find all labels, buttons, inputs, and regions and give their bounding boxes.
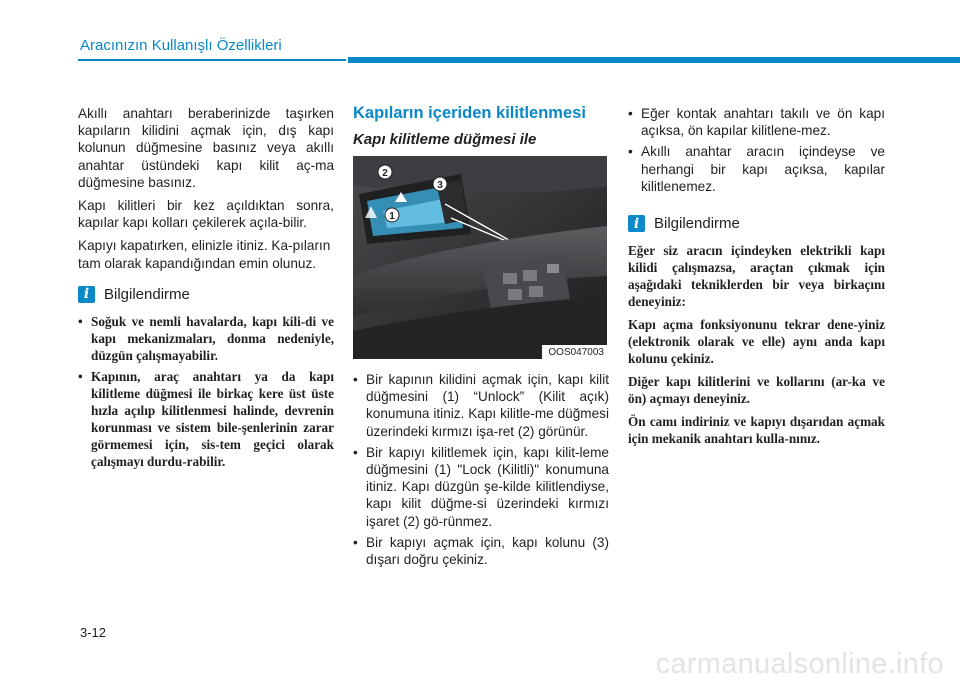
subsection-title: Kapı kilitleme düğmesi ile [353,131,537,148]
info-icon: i [628,215,645,232]
figure-code: OOS047003 [542,345,607,359]
list-item: • Akıllı anahtar aracın içindeyse ve herhangi bir kapı açıksa, kapılar kilitlenemez. [628,144,885,194]
instruction-list [353,371,609,568]
column-right [628,105,885,453]
paragraph: Kapıyı kapatırken, elinizle itiniz. Ka-pıların tam olarak kapandığından emin olunuz. [78,238,331,271]
section-header-title: Aracınızın Kullanışlı Özellikleri [80,37,282,54]
info-paragraph: Eğer siz aracın içindeyken elektrikli kapı kilidi çalışmazsa, araçtan çıkmak için aşağıdaki tekniklerden bir veya birkaçını deneyiniz: [628,243,885,310]
page-number: 3-12 [80,625,107,640]
info-heading [628,215,885,232]
column-left [78,105,334,474]
list-item: • Bir kapının kilidini açmak için, kapı kilit düğmesini (1) “Unlock” (Kilit açık) konumuna itiniz. Kapı kilitle-me düğmesi üzerindeki kırmızı işa-ret (2) görünür. [353,372,609,439]
info-title: Bilgilendirme [104,285,190,303]
info-heading [78,286,334,303]
info-paragraph: Kapı açma fonksiyonunu tekrar dene-yiniz (elektronik olarak ve elle) aynı anda kapı kolunu çekiniz. [628,317,885,367]
info-list-item: • Soğuk ve nemli havalarda, kapı kili-di ve kapı mekanizmaları, donma nedeniyle, düzgün çalışmayabilir. [78,313,334,363]
svg-text:3: 3 [437,180,443,191]
door-lock-figure [353,156,607,359]
svg-text:1: 1 [389,211,395,222]
header-rule-thick [348,57,960,63]
info-title: Bilgilendirme [654,215,740,233]
info-paragraph: Diğer kapı kilitlerini ve kollarını (ar-ka ve ön) açmayı deneyiniz. [628,374,885,407]
list-item: • Bir kapıyı açmak için, kapı kolunu (3) dışarı doğru çekiniz. [353,534,609,568]
info-list-item: • Kapının, araç anahtarı ya da kapı kilitleme düğmesi ile birkaç kere üst üste hızla açılıp kilitlenmesi halinde, devrenin korunması ve sistem bile-şenlerinin zarar görmemesi için, sis-tem geçici olarak çalışmayı durdu-rabilir. [78,368,334,469]
door-panel-illustration [353,156,607,359]
info-icon: i [78,286,95,303]
column-middle [353,105,609,572]
paragraph: Kapı kilitleri bir kez açıldıktan sonra, kapılar kapı kolları çekilerek açıla-bilir. [78,198,334,231]
svg-text:2: 2 [382,168,388,179]
list-item: • Eğer kontak anahtarı takılı ve ön kapı açıksa, ön kapılar kilitlene-mez. [628,106,885,139]
info-list [78,313,334,470]
info-paragraph: Ön camı indiriniz ve kapıyı dışarıdan açmak için mekanik anahtarı kulla-nınız. [628,414,885,447]
header-rule-thin [78,59,346,61]
note-list [628,105,885,195]
paragraph: Akıllı anahtarı beraberinizde taşırken kapıların kilidini açmak için, dış kapı kolunun düğmesine basınız veya akıllı anahtar üstündeki kapı kilit aç-ma düğmesine basınız. [78,106,334,190]
list-item: • Bir kapıyı kilitlemek için, kapı kilit-leme düğmesini (1) "Lock (Kilitli)" konumuna itiniz. Kapı düzgün şe-kilde kilitlendiyse, kapı kilit düğme-si üzerindeki kırmızı işaret (2) gö-rünmez. [353,444,609,529]
watermark: carmanualsonline.info [655,648,944,680]
section-title: Kapıların içeriden kilitlenmesi [353,104,586,122]
